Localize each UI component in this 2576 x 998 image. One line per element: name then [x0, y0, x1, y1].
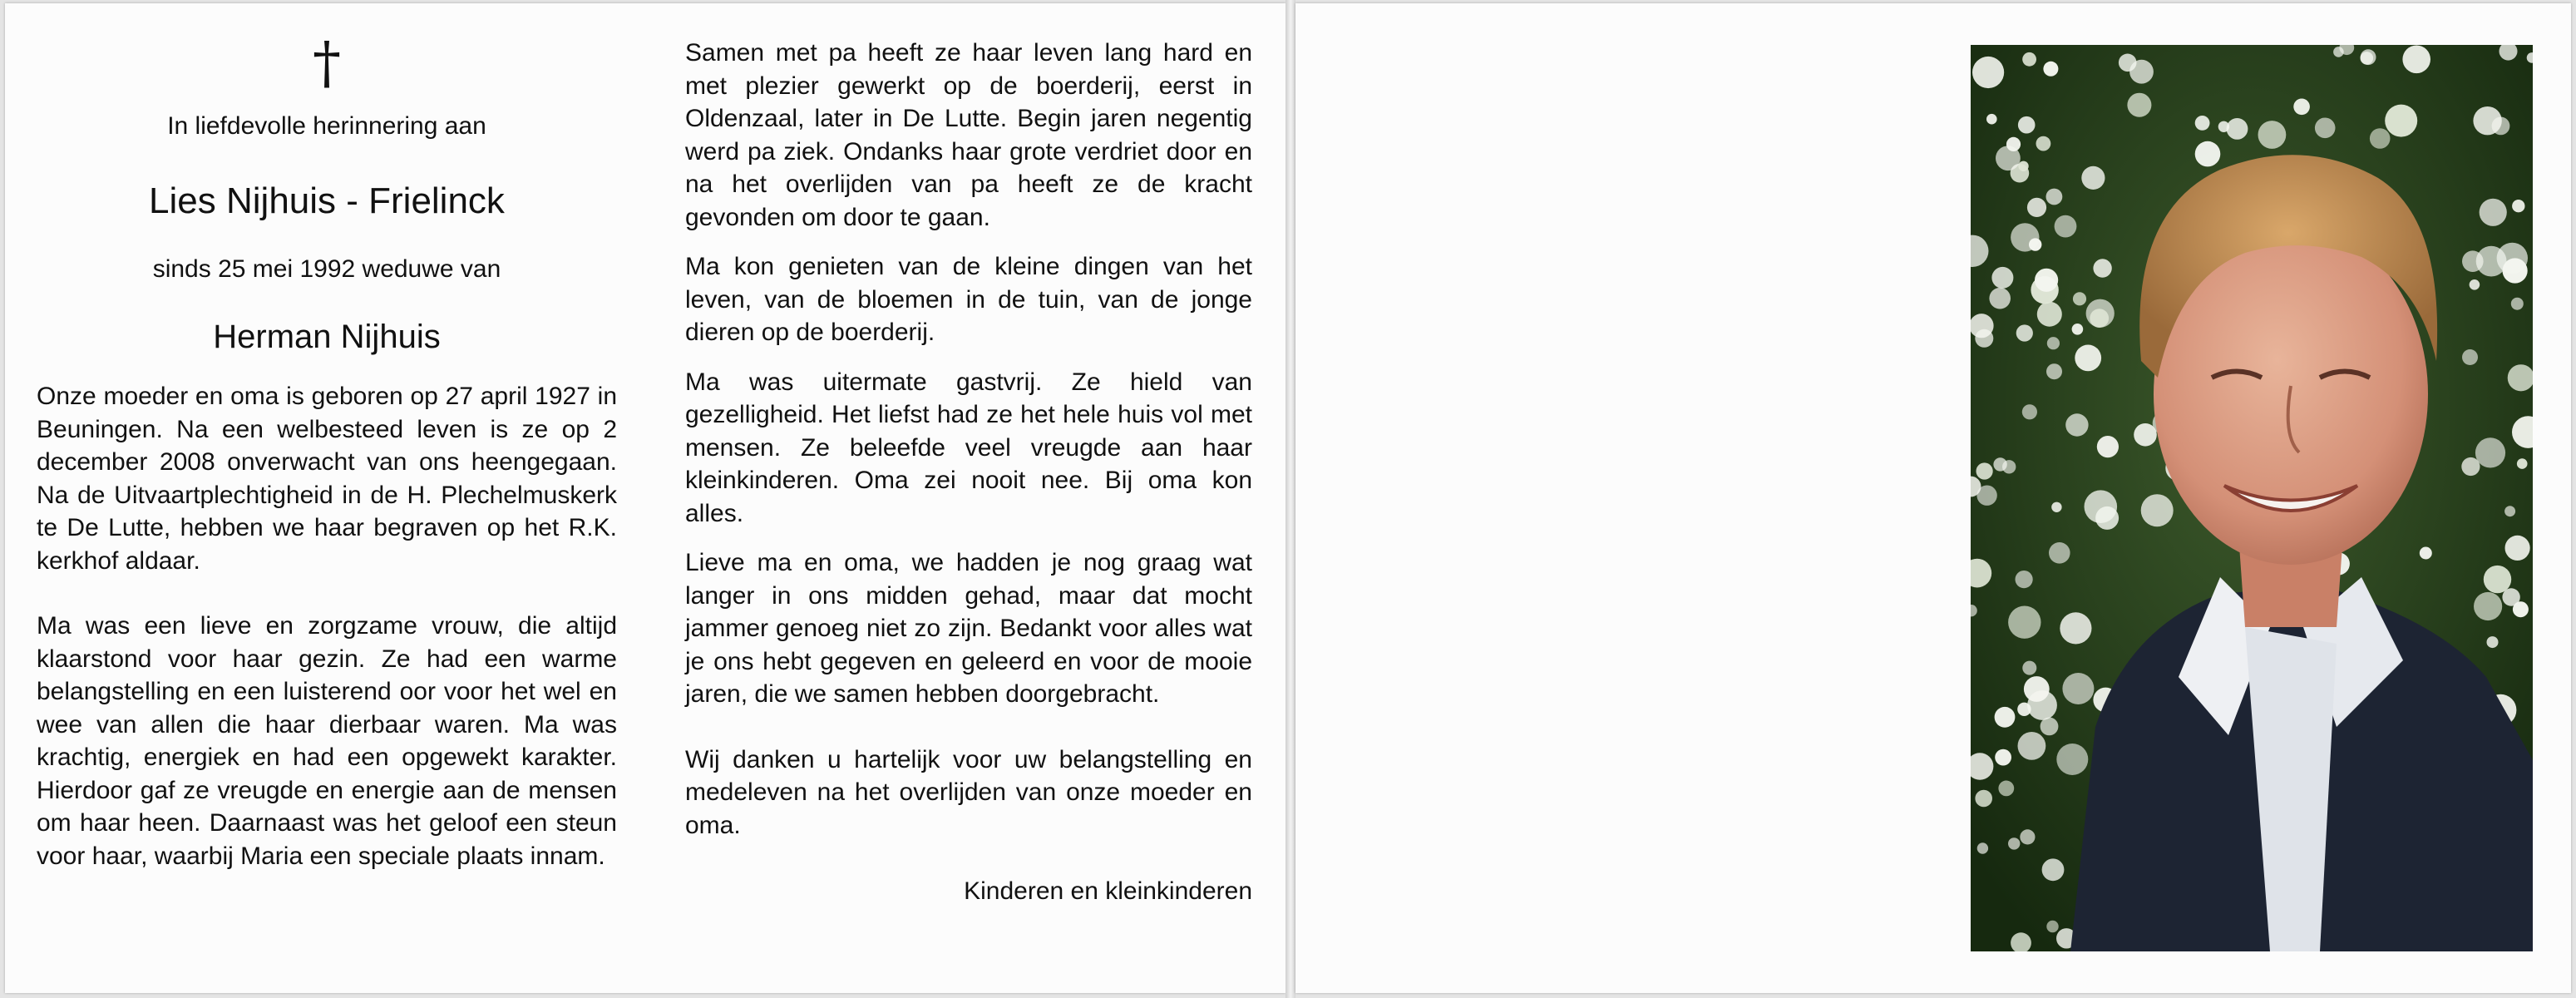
blossom	[2141, 494, 2174, 526]
blossom	[1995, 707, 2016, 728]
blossom	[1989, 288, 2011, 309]
hospitality-paragraph: Ma was uitermate gastvrij. Ze hield van gezelligheid. Het liefst had ze het hele huis vol met mensen. Ze beleefde veel vreugde aan haar kleinkinderen. Oma zei nooit nee. Bij oma kon alles.	[685, 368, 1252, 527]
middle-column	[685, 37, 1252, 908]
blossom	[2022, 52, 2036, 67]
blossom	[2093, 259, 2111, 277]
blossom	[1991, 267, 2013, 289]
blossom	[2075, 345, 2101, 372]
farm-life-paragraph: Samen met pa heeft ze haar leven lang hard en met plezier gewerkt op de boerderij, eerst in Oldenzaal, later in De Lutte. Begin jaren negentig werd pa ziek. Ondanks haar grote verdriet door en na het overlijden van pa heeft ze de kracht gevonden om door te gaan.	[685, 39, 1252, 231]
blossom	[2195, 141, 2221, 167]
blossom	[2024, 676, 2050, 702]
blossom	[2027, 198, 2046, 217]
blossom	[1975, 790, 1992, 808]
blossom	[2029, 238, 2041, 250]
blossom	[2036, 136, 2051, 151]
small-things-paragraph: Ma kon genieten van de kleine dingen van het leven, van de bloemen in de tuin, van de jonge dieren op de boerderij.	[685, 253, 1252, 346]
blossom	[2017, 703, 2031, 716]
blossom	[2504, 506, 2515, 516]
blossom	[2006, 137, 2021, 151]
blossom	[1995, 749, 2011, 766]
blossom	[2420, 547, 2432, 560]
blossom	[2473, 106, 2501, 135]
blossom	[2484, 566, 2511, 593]
blossom	[2046, 921, 2058, 932]
blossom	[1972, 57, 2004, 88]
blossom	[2046, 363, 2062, 379]
blossom	[2517, 458, 2528, 469]
blossom	[1998, 781, 2014, 797]
intro-text: In liefdevolle herinnering aan	[167, 112, 486, 140]
blossom	[2008, 837, 2020, 849]
blossom	[2090, 309, 2109, 328]
blossom	[2511, 298, 2524, 310]
memorial-card-inside	[5, 3, 1286, 993]
widow-since-text: sinds 25 mei 1992 weduwe van	[152, 254, 501, 283]
blossom	[2461, 457, 2480, 476]
blossom	[2513, 601, 2529, 617]
blossom	[1976, 486, 1996, 506]
blossom	[2470, 279, 2480, 290]
blossom	[2060, 612, 2091, 644]
blossom	[2127, 93, 2151, 117]
deceased-name: Lies Nijhuis - Frielinck	[149, 180, 505, 221]
blossom	[2018, 116, 2036, 134]
blossom	[2293, 99, 2310, 116]
blossom	[2022, 661, 2036, 675]
blossom	[1986, 114, 1997, 125]
blossom	[2385, 105, 2417, 137]
blossom	[2195, 116, 2210, 131]
blossom	[2315, 118, 2336, 139]
blossom	[2008, 606, 2041, 639]
blossom	[2047, 337, 2060, 349]
blossom	[2474, 592, 2502, 620]
biography-paragraph: Onze moeder en oma is geboren op 27 april 1927 in Beuningen. Na een welbesteed leven is ze op 2 december 2008 onverwacht van ons heengegaan. Na de Uitvaartplechtigheid in de H. Plechelmuskerk te De Lutte, hebben we haar begraven op het R.K. kerkhof aldaar.	[37, 383, 617, 575]
blossom	[2018, 161, 2028, 171]
blossom	[2072, 324, 2084, 335]
thanks-paragraph: Wij danken u hartelijk voor uw belangstelling en medeleven na het overlijden van onze moeder en oma.	[685, 745, 1252, 839]
signature: Kinderen en kleinkinderen	[964, 877, 1252, 905]
blossom	[2134, 423, 2157, 447]
blossom	[1976, 462, 1993, 479]
farewell-paragraph: Lieve ma en oma, we hadden je nog graag wat langer in ons midden gehad, maar dat mocht jammer genoeg niet zo zijn. Bedankt voor alles wat je ons hebt gegeven en geleerd en voor de mooie jaren, die we samen hebben doorgebracht.	[685, 549, 1252, 708]
blossom	[2085, 490, 2118, 523]
blossom	[2022, 404, 2037, 419]
blossom	[2002, 460, 2016, 473]
blossom	[2016, 571, 2033, 588]
blossom	[2505, 536, 2530, 561]
blossom	[2051, 502, 2061, 512]
blossom	[2016, 324, 2033, 341]
blossom	[2042, 858, 2065, 881]
blossom	[2487, 636, 2499, 648]
cross-icon: †	[313, 31, 341, 96]
card-fold	[1286, 0, 1295, 998]
blossom	[2462, 349, 2478, 365]
blossom	[2062, 673, 2094, 704]
blossom	[2046, 189, 2063, 205]
blossom	[2097, 436, 2119, 457]
portrait-illustration	[1971, 45, 2533, 951]
blossom	[2402, 46, 2430, 74]
blossom	[2370, 128, 2391, 149]
blossom	[2503, 258, 2528, 283]
left-column	[37, 31, 617, 872]
blossom	[2081, 166, 2105, 190]
blossom	[2055, 215, 2077, 238]
portrait-photo	[1971, 45, 2533, 951]
blossom	[2041, 718, 2059, 736]
blossom	[2065, 413, 2088, 436]
blossom	[2020, 829, 2035, 844]
blossom	[2073, 292, 2086, 305]
character-paragraph: Ma was een lieve en zorgzame vrouw, die altijd klaarstond voor haar gezin. Ze had een warme belangstelling en een luisterend oor voor het wel en wee van allen die haar dierbaar waren. Ma was krachtig, energiek en had een opgewekt karakter. Hierdoor gaf ze vreugde en energie aan de mensen om haar heen. Daarnaast was het geloof een steun voor haar, waarbij Maria een speciale plaats innam.	[37, 612, 617, 870]
blossom	[2056, 744, 2088, 775]
blossom	[2035, 269, 2058, 292]
blossom	[2119, 54, 2137, 72]
blossom	[2258, 121, 2287, 149]
blossom	[2462, 250, 2484, 272]
blossom	[1977, 842, 1988, 853]
blossom	[2018, 732, 2046, 760]
blossom	[2512, 200, 2524, 212]
blossom	[2480, 199, 2507, 226]
husband-name: Herman Nijhuis	[213, 319, 441, 355]
blossom	[2043, 62, 2058, 77]
blossom	[2361, 52, 2374, 65]
blossom	[2475, 437, 2505, 467]
blossom	[2037, 302, 2062, 327]
blossom	[2049, 542, 2070, 564]
blossom	[2227, 118, 2248, 140]
